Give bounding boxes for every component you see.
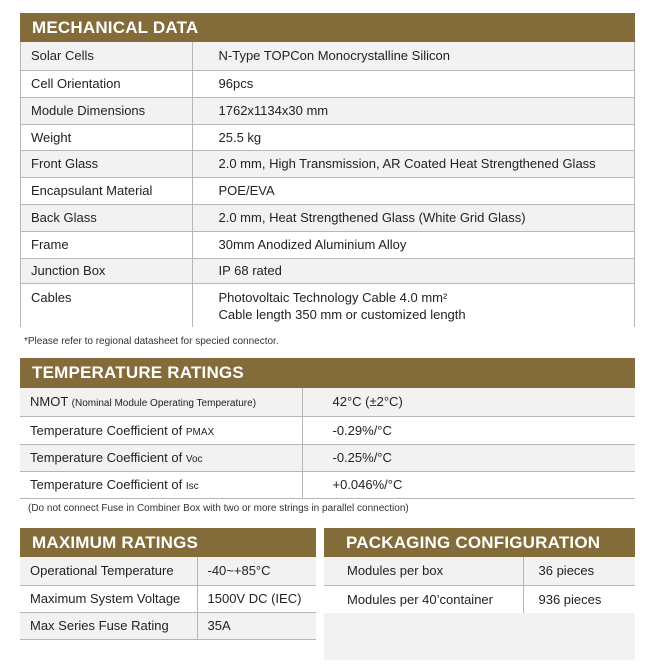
row-label: Back Glass: [21, 204, 192, 231]
table-row: [20, 557, 316, 585]
row-label: Operational Temperature: [20, 557, 197, 585]
packaging-configuration-header: [324, 528, 635, 557]
mechanical-data-table: [21, 42, 634, 327]
table-row: [21, 150, 634, 177]
maximum-ratings-table: [20, 557, 316, 640]
row-label: Solar Cells: [21, 42, 192, 70]
coef-prefix: Temperature Coefficient of: [30, 450, 183, 465]
isc-subscript: Isc: [185, 481, 199, 492]
row-value: 1762x1134x30 mm: [192, 97, 634, 124]
row-label: Maximum System Voltage: [20, 585, 197, 612]
temperature-ratings-title: TEMPERATURE RATINGS: [32, 363, 244, 382]
packaging-blank-area: [324, 613, 635, 660]
row-label: [20, 416, 302, 444]
row-value: +0.046%/°C: [302, 471, 635, 498]
nmot-label: NMOT: [30, 394, 69, 410]
row-label: Cables: [21, 283, 192, 327]
row-value: 936 pieces: [523, 585, 635, 613]
cables-length: Cable length 350 mm or customized length: [218, 306, 466, 322]
table-row: [21, 70, 634, 97]
table-row: [20, 388, 635, 416]
row-label: Module Dimensions: [21, 97, 192, 124]
row-value: 96pcs: [192, 70, 634, 97]
nmot-description: (Nominal Module Operating Temperature): [71, 398, 257, 410]
cables-value: [192, 283, 634, 327]
row-label: Frame: [21, 231, 192, 258]
row-value: 25.5 kg: [192, 124, 634, 150]
table-row: [20, 416, 635, 444]
row-value: 2.0 mm, Heat Strengthened Glass (White Grid Glass): [192, 204, 634, 231]
row-label: Modules per 40’container: [324, 585, 523, 613]
table-row: [21, 42, 634, 70]
row-label: Weight: [21, 124, 192, 150]
table-row: [21, 204, 634, 231]
row-label: Max Series Fuse Rating: [20, 612, 197, 639]
table-row: [324, 557, 635, 585]
row-value: N-Type TOPCon Monocrystalline Silicon: [192, 42, 634, 70]
table-row: [324, 585, 635, 613]
row-label: [20, 444, 302, 471]
mechanical-data-header: [20, 13, 635, 42]
row-value: IP 68 rated: [192, 258, 634, 283]
table-row: [20, 585, 316, 612]
row-label: Cell Orientation: [21, 70, 192, 97]
packaging-configuration-table: [324, 557, 635, 614]
row-value: POE/EVA: [192, 177, 634, 204]
row-label: Modules per box: [324, 557, 523, 585]
table-row: [20, 612, 316, 639]
row-value: 30mm Anodized Aluminium Alloy: [192, 231, 634, 258]
coef-prefix: Temperature Coefficient of: [30, 477, 183, 492]
temperature-ratings-header: [20, 358, 635, 388]
row-value: 36 pieces: [523, 557, 635, 585]
table-row: [21, 283, 634, 327]
pmax-subscript: PMAX: [185, 426, 215, 438]
maximum-ratings-title: MAXIMUM RATINGS: [32, 532, 199, 552]
row-value: -0.29%/°C: [302, 416, 635, 444]
row-label: [20, 471, 302, 498]
table-row: [20, 444, 635, 471]
maximum-ratings-header: [20, 528, 316, 557]
table-row: [21, 231, 634, 258]
table-row: [21, 258, 634, 283]
table-row: [21, 177, 634, 204]
coef-prefix: Temperature Coefficient of: [30, 422, 183, 438]
table-row: [21, 97, 634, 124]
mechanical-note: *Please refer to regional datasheet for specied connector.: [24, 336, 279, 347]
row-label: Encapsulant Material: [21, 177, 192, 204]
cables-spec: Photovoltaic Technology Cable 4.0 mm²: [218, 289, 448, 305]
row-label: Front Glass: [21, 150, 192, 177]
row-value: -0.25%/°C: [302, 444, 635, 471]
voc-subscript: Voc: [185, 454, 203, 465]
temperature-note: (Do not connect Fuse in Combiner Box with two or more strings in parallel connection): [28, 503, 409, 514]
row-value: 42°C (±2°C): [302, 388, 635, 416]
row-value: 35A: [197, 612, 316, 639]
table-row: [20, 471, 635, 498]
row-value: 2.0 mm, High Transmission, AR Coated Heat Strengthened Glass: [192, 150, 634, 177]
row-value: -40~+85°C: [197, 557, 316, 585]
temperature-ratings-table: [20, 388, 635, 499]
packaging-configuration-title: PACKAGING CONFIGURATION: [346, 532, 601, 552]
row-label: Junction Box: [21, 258, 192, 283]
mechanical-data-title: MECHANICAL DATA: [32, 17, 199, 37]
table-row: [21, 124, 634, 150]
row-label: [20, 388, 302, 416]
row-value: 1500V DC (IEC): [197, 585, 316, 612]
